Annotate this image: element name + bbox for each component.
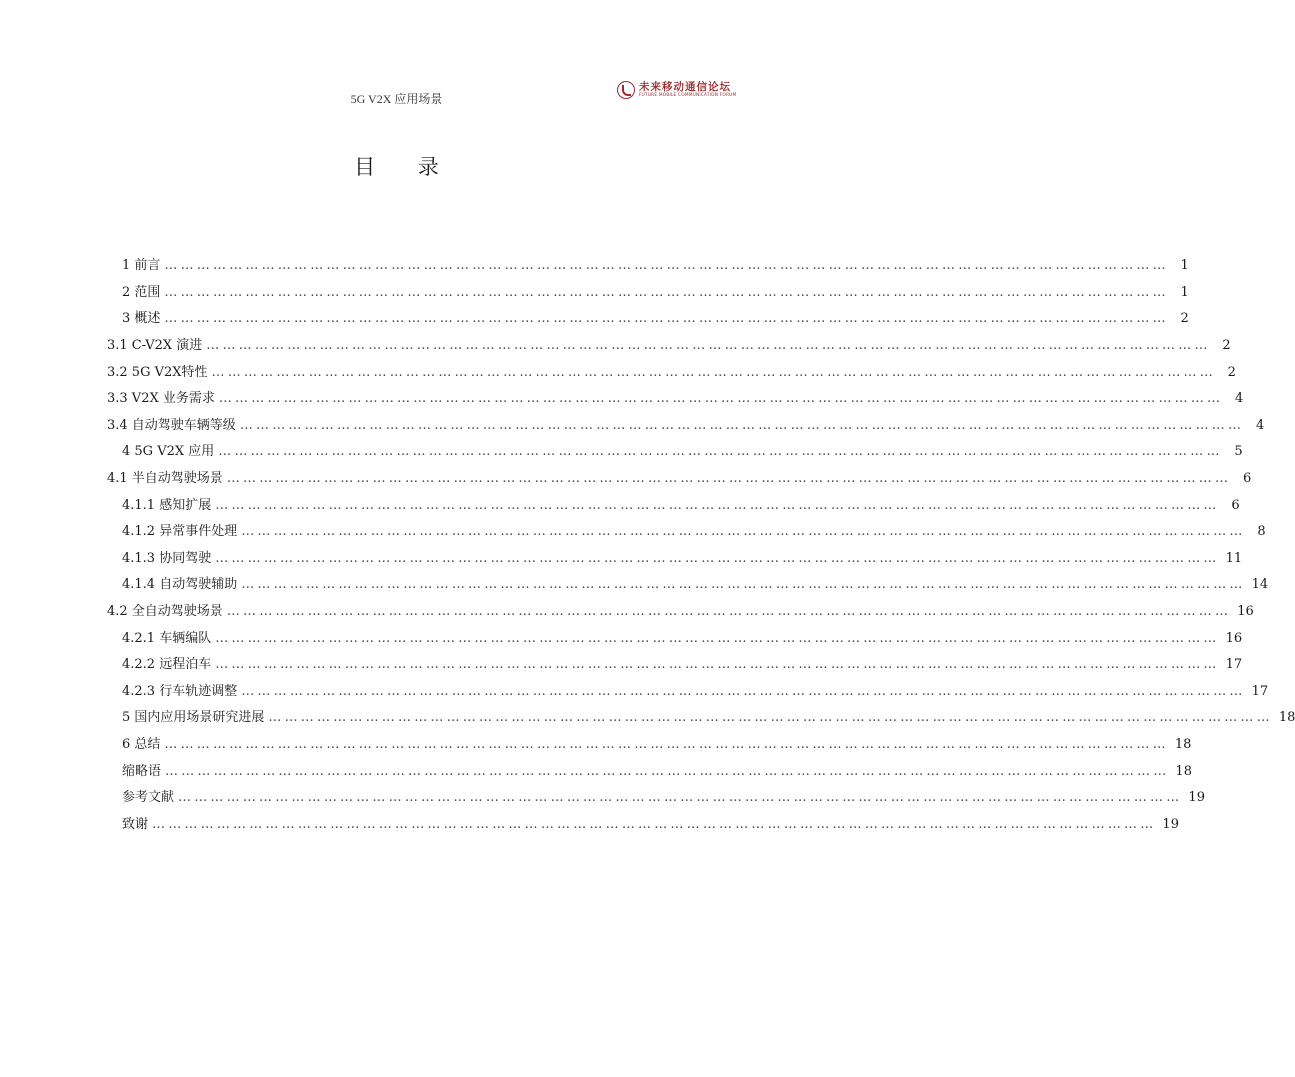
- toc-entry[interactable]: [122, 629, 1243, 649]
- toc-entry-label: 6 总结: [122, 737, 161, 752]
- toc-entry-page: 18: [1174, 737, 1192, 752]
- toc-leader-dots: ……………………………………………………………………………………………………………………………………………………………………: [164, 285, 1169, 300]
- toc-entry[interactable]: [122, 815, 1179, 835]
- toc-entry[interactable]: [107, 602, 1254, 622]
- toc-entry-page: 4: [1255, 418, 1265, 433]
- toc-entry[interactable]: [122, 708, 1295, 728]
- toc-leader-dots: ……………………………………………………………………………………………………………………………………………………………………: [226, 471, 1232, 486]
- toc-entry-page: 8: [1257, 524, 1266, 539]
- toc-leader-dots: ……………………………………………………………………………………………………………………………………………………………………: [178, 790, 1183, 805]
- toc-leader-dots: ……………………………………………………………………………………………………………………………………………………………………: [215, 657, 1220, 672]
- toc-entry-label: 4.1.4 自动驾驶辅助: [122, 577, 238, 592]
- toc-entry-page: 1: [1180, 285, 1189, 300]
- toc-entry[interactable]: [107, 336, 1231, 356]
- toc-entry-label: 4.1 半自动驾驶场景: [107, 471, 223, 486]
- toc-entry-page: 16: [1237, 604, 1254, 619]
- toc-entry[interactable]: [122, 256, 1189, 276]
- toc-leader-dots: ……………………………………………………………………………………………………………………………………………………………………: [218, 391, 1224, 406]
- toc-leader-dots: ……………………………………………………………………………………………………………………………………………………………………: [218, 444, 1223, 459]
- toc-leader-dots: ……………………………………………………………………………………………………………………………………………………………………: [165, 764, 1170, 779]
- toc-entry-page: 2: [1180, 311, 1189, 326]
- toc-leader-dots: ……………………………………………………………………………………………………………………………………………………………………: [206, 338, 1211, 353]
- toc-entry-label: 4 5G V2X 应用: [122, 444, 215, 459]
- toc-leader-dots: ……………………………………………………………………………………………………………………………………………………………………: [215, 631, 1220, 646]
- toc-entry-page: 17: [1225, 657, 1243, 672]
- toc-leader-dots: ……………………………………………………………………………………………………………………………………………………………………: [211, 365, 1216, 380]
- toc-entry-page: 14: [1251, 577, 1269, 592]
- toc-entry-page: 19: [1162, 817, 1179, 832]
- toc-entry-label: 4.2 全自动驾驶场景: [107, 604, 223, 619]
- toc-entry-page: 18: [1175, 764, 1192, 779]
- toc-leader-dots: ……………………………………………………………………………………………………………………………………………………………………: [164, 258, 1169, 273]
- toc-entry-label: 4.1.1 感知扩展: [122, 498, 212, 513]
- toc-leader-dots: ……………………………………………………………………………………………………………………………………………………………………: [241, 684, 1246, 699]
- toc-entry[interactable]: [122, 735, 1192, 755]
- toc-entry-page: 11: [1225, 551, 1243, 566]
- toc-entry-page: 16: [1225, 631, 1243, 646]
- toc-entry[interactable]: [122, 442, 1243, 462]
- toc-leader-dots: ……………………………………………………………………………………………………………………………………………………………………: [152, 817, 1157, 832]
- forum-logo: [617, 81, 736, 99]
- toc-entry-page: 6: [1242, 471, 1252, 486]
- toc-entry[interactable]: [122, 682, 1269, 702]
- toc-entry-label: 2 范围: [122, 285, 161, 300]
- toc-entry-label: 参考文献: [122, 790, 175, 805]
- toc-entry[interactable]: [107, 389, 1244, 409]
- toc-entry-page: 18: [1278, 710, 1295, 725]
- toc-entry-label: 4.2.3 行车轨迹调整: [122, 684, 238, 699]
- toc-entry-label: 3 概述: [122, 311, 161, 326]
- toc-entry[interactable]: [107, 416, 1265, 436]
- running-header-title: 5G V2X 应用场景: [350, 92, 443, 106]
- toc-leader-dots: ……………………………………………………………………………………………………………………………………………………………………: [241, 524, 1246, 539]
- forum-logo-icon: [617, 81, 635, 99]
- toc-entry-label: 4.1.3 协同驾驶: [122, 551, 212, 566]
- toc-entry-page: 2: [1222, 338, 1231, 353]
- toc-leader-dots: ……………………………………………………………………………………………………………………………………………………………………: [164, 311, 1169, 326]
- toc-entry[interactable]: [122, 655, 1243, 675]
- toc-entry-label: 4.2.2 远程泊车: [122, 657, 212, 672]
- page-title: 目 录: [354, 155, 457, 179]
- toc-leader-dots: ……………………………………………………………………………………………………………………………………………………………………: [215, 498, 1220, 513]
- toc-entry-page: 6: [1231, 498, 1240, 513]
- toc-entry-label: 致谢: [122, 817, 149, 832]
- toc-entry[interactable]: [122, 283, 1189, 303]
- forum-logo-cn: 未来移动通信论坛: [639, 81, 731, 93]
- toc-entry-label: 3.1 C-V2X 演进: [107, 338, 203, 353]
- toc-entry[interactable]: [107, 469, 1252, 489]
- toc-leader-dots: ……………………………………………………………………………………………………………………………………………………………………: [226, 604, 1232, 619]
- toc-entry-page: 5: [1234, 444, 1243, 459]
- toc-entry[interactable]: [122, 309, 1189, 329]
- toc-entry-page: 1: [1180, 258, 1189, 273]
- toc-leader-dots: ……………………………………………………………………………………………………………………………………………………………………: [215, 551, 1220, 566]
- toc-entry-label: 3.4 自动驾驶车辆等级: [107, 418, 236, 433]
- forum-logo-text: [639, 81, 736, 99]
- toc-leader-dots: ……………………………………………………………………………………………………………………………………………………………………: [268, 710, 1273, 725]
- toc-entry[interactable]: [122, 549, 1243, 569]
- toc-entry[interactable]: [122, 788, 1205, 808]
- toc-leader-dots: ……………………………………………………………………………………………………………………………………………………………………: [241, 577, 1246, 592]
- forum-logo-en: FUTURE MOBILE COMMUNICATION FORUM: [639, 93, 737, 98]
- toc-leader-dots: ……………………………………………………………………………………………………………………………………………………………………: [164, 737, 1169, 752]
- toc-entry[interactable]: [107, 363, 1236, 383]
- toc-leader-dots: ……………………………………………………………………………………………………………………………………………………………………: [239, 418, 1245, 433]
- toc-entry-label: 4.1.2 异常事件处理: [122, 524, 238, 539]
- toc-entry-page: 4: [1234, 391, 1244, 406]
- toc-entry-page: 2: [1227, 365, 1236, 380]
- toc-entry-label: 1 前言: [122, 258, 161, 273]
- toc-entry-label: 4.2.1 车辆编队: [122, 631, 212, 646]
- toc-entry[interactable]: [122, 496, 1240, 516]
- toc-entry[interactable]: [122, 762, 1192, 782]
- toc-entry-page: 17: [1251, 684, 1269, 699]
- toc-entry-label: 缩略语: [122, 764, 162, 779]
- toc-entry-page: 19: [1188, 790, 1205, 805]
- toc-entry-label: 3.2 5G V2X特性: [107, 365, 208, 380]
- toc-entry[interactable]: [122, 575, 1269, 595]
- toc-entry[interactable]: [122, 522, 1266, 542]
- toc-entry-label: 3.3 V2X 业务需求: [107, 391, 215, 406]
- toc-entry-label: 5 国内应用场景研究进展: [122, 710, 265, 725]
